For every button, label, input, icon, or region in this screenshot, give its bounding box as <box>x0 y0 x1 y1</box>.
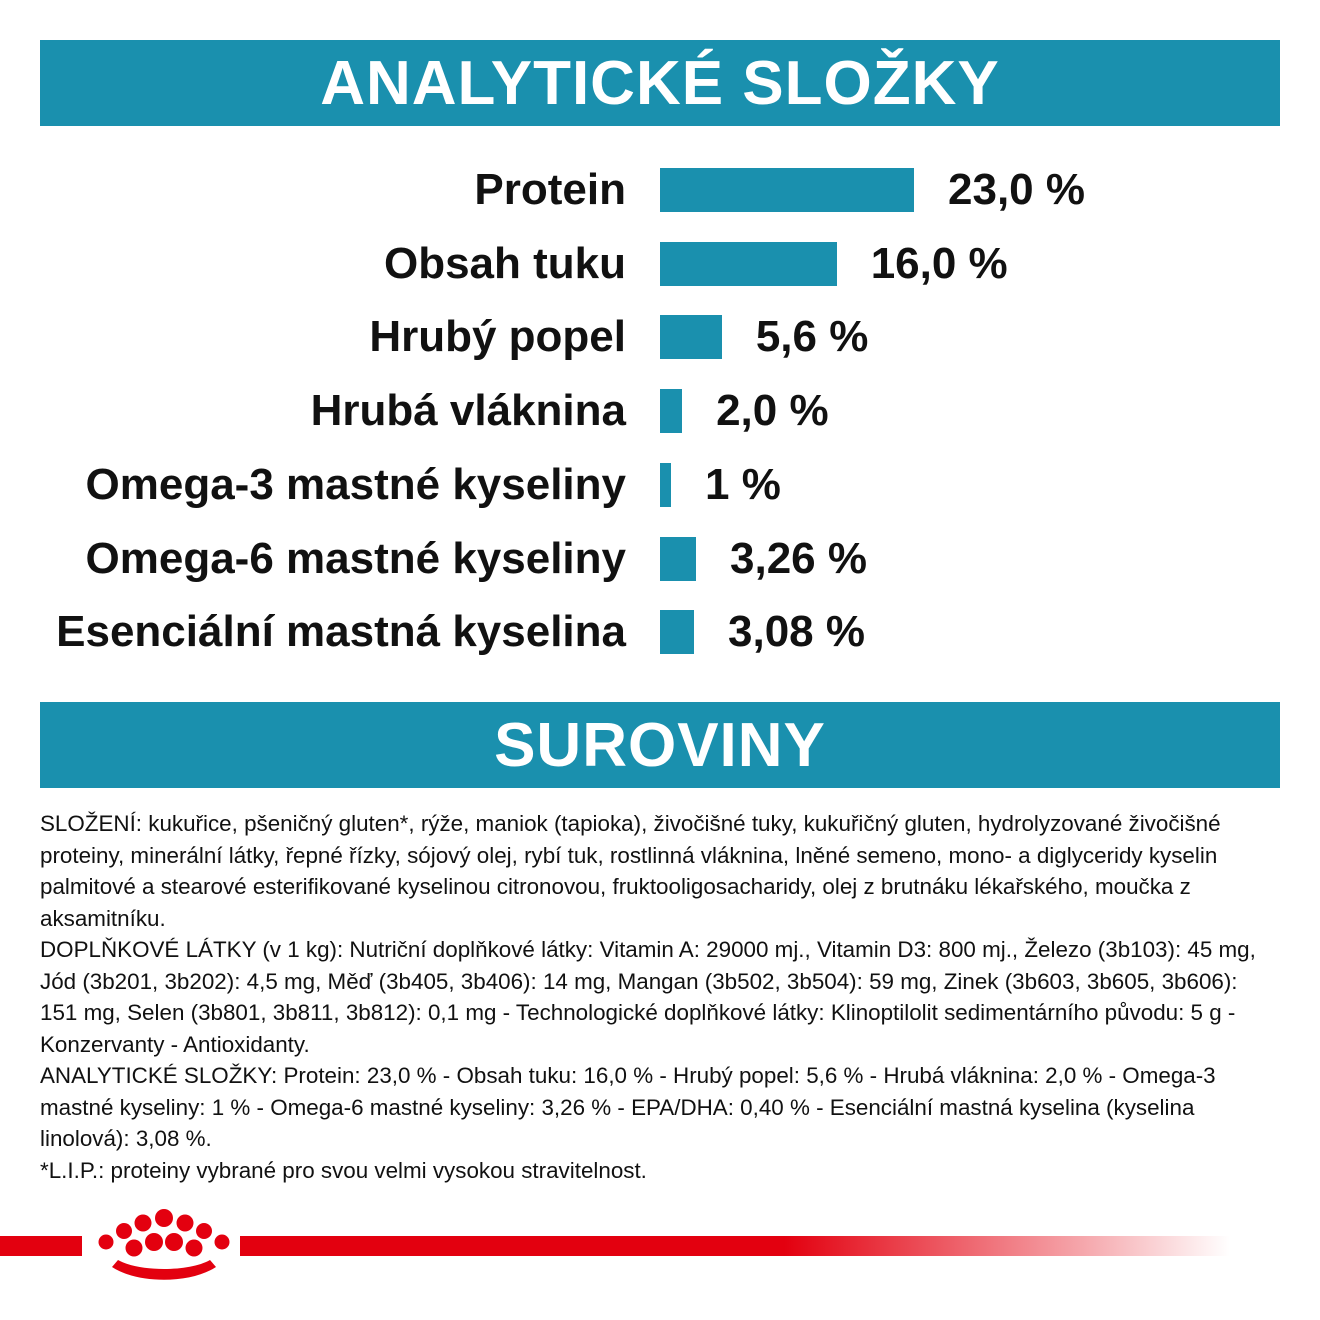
category-label: Hrubý popel <box>369 312 626 362</box>
value-label: 1 % <box>705 459 781 509</box>
bar <box>660 315 722 359</box>
composition-paragraph: SLOŽENÍ: kukuřice, pšeničný gluten*, rýže, maniok (tapioka), živočišné tuky, kukuřičný gluten, hydrolyzované živočišné proteiny, minerální látky, řepné řízky, sójový olej, rybí tuk, rostlinná vláknina, lněné semeno, mono- a diglyceridy kyselin palmitové a stearové esterifikované kyselinou citronovou, fruktooligosacharidy, olej z brutnáku lékařského, moučka z aksamitníku. <box>40 811 1221 931</box>
bar <box>660 610 694 654</box>
category-label: Protein <box>474 165 626 214</box>
value-label: 3,26 % <box>730 533 867 583</box>
footnote-paragraph: *L.I.P.: proteiny vybrané pro svou velmi vysokou stravitelnost. <box>40 1157 647 1183</box>
value-label: 23,0 % <box>948 165 1085 214</box>
composition-text-block <box>40 808 1280 1186</box>
value-label: 2,0 % <box>716 386 829 436</box>
analytic-components-paragraph: ANALYTICKÉ SLOŽKY: Protein: 23,0 % - Obsah tuku: 16,0 % - Hrubý popel: 5,6 % - Hrubá vláknina: 2,0 % - Omega-3 mastné kyseliny: 1 % - Omega-6 mastné kyseliny: 3,26 % - EPA/DHA: 0,40 % - Esenciální mastná kyselina (kyselina linolová): 3,08 %. <box>40 1063 1216 1151</box>
value-label: 16,0 % <box>870 238 1008 288</box>
brand-line-left <box>0 1236 82 1256</box>
analytic-heading-banner <box>40 40 1280 126</box>
category-label: Esenciální mastná kyselina <box>56 607 626 657</box>
royal-canin-crown-icon <box>94 1206 234 1282</box>
analytic-bar-chart <box>0 150 1320 670</box>
bar <box>660 537 696 581</box>
analytic-heading: ANALYTICKÉ SLOŽKY <box>320 48 1000 118</box>
category-label: Omega-6 mastné kyseliny <box>85 533 626 583</box>
raw-materials-heading-banner <box>40 702 1280 788</box>
category-label: Omega-3 mastné kyseliny <box>85 459 626 509</box>
value-label: 3,08 % <box>728 607 865 657</box>
value-label: 5,6 % <box>755 312 869 362</box>
category-label: Obsah tuku <box>383 238 626 288</box>
bar <box>660 463 671 507</box>
category-label: Hrubá vláknina <box>310 386 626 436</box>
raw-materials-heading: SUROVINY <box>494 710 826 780</box>
bar <box>660 242 837 286</box>
brand-line-right <box>240 1236 1230 1256</box>
bar <box>660 168 914 212</box>
additives-paragraph: DOPLŇKOVÉ LÁTKY (v 1 kg): Nutriční doplňkové látky: Vitamin A: 29000 mj., Vitamin D3: 800 mj., Železo (3b103): 45 mg, Jód (3b201, 3b202): 4,5 mg, Měď (3b405, 3b406): 14 mg, Mangan (3b502, 3b504): 59 mg, Zinek (3b603, 3b605, 3b606): 151 mg, Selen (3b801, 3b811, 3b812): 0,1 mg - Technologické doplňkové látky: Klinoptilolit sedimentárního původu: 5 g - Konzervanty - Antioxidanty. <box>40 937 1256 1057</box>
bar <box>660 389 682 433</box>
